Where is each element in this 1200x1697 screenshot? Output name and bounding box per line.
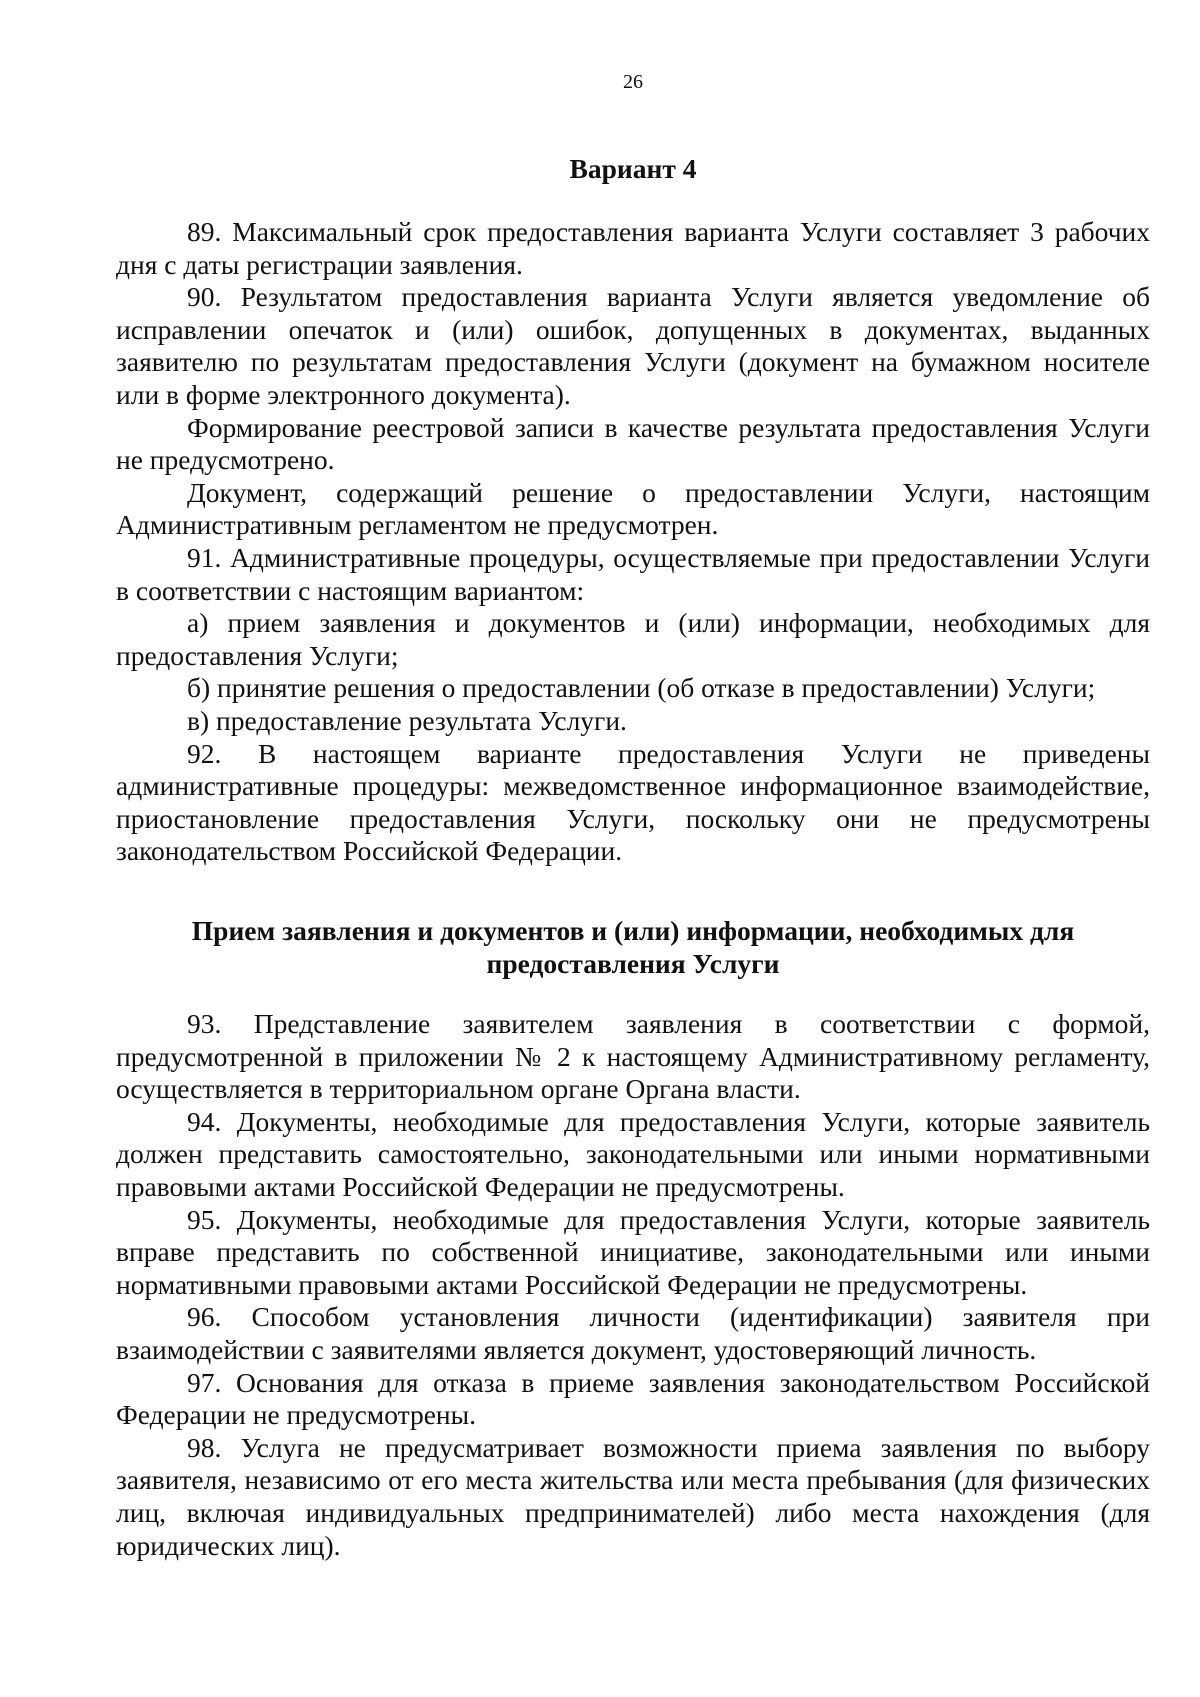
paragraph-89: 89. Максимальный срок предоставления варианта Услуги составляет 3 рабочих дня с даты регистрации заявления. [116,216,1150,280]
list-item-a: а) прием заявления и документов и (или) информации, необходимых для предоставления Услуги; [116,607,1150,671]
variant-heading: Вариант 4 [569,153,697,184]
section-paragraphs [116,1008,1150,1562]
paragraph-90: 90. Результатом предоставления варианта Услуги является уведомление об исправлении опечаток и (или) ошибок, допущенных в документах, выданных заявителю по результатам предоставления Услуги (документ на бумажном носителе или в форме электронного документа). [116,281,1150,410]
paragraph-92: 92. В настоящем варианте предоставления Услуги не приведены административные процедуры: межведомственное информационное взаимодействие, приостановление предоставления Услуги, поскольку они не предусмотрены законодательством Российской Федерации. [116,737,1150,867]
paragraph-98: 98. Услуга не предусматривает возможности приема заявления по выбору заявителя, независимо от его места жительства или места пребывания (для физических лиц, включая индивидуальных предпринимателей) либо места нахождения (для юридических лиц). [116,1431,1150,1561]
list-item-b: б) принятие решения о предоставлении (об отказе в предоставлении) Услуги; [187,672,1096,704]
paragraph-93: 93. Представление заявителем заявления в соответствии с формой, предусмотренной в приложении № 2 к настоящему Административному регламенту, осуществляется в территориальном органе Органа власти. [116,1008,1150,1105]
paragraph-94: 94. Документы, необходимые для предоставления Услуги, которые заявитель должен представить самостоятельно, законодательными или иными нормативными правовыми актами Российской Федерации не предусмотрены. [116,1105,1150,1202]
paragraph-96: 96. Способом установления личности (идентификации) заявителя при взаимодействии с заявителями является документ, удостоверяющий личность. [116,1301,1150,1365]
page-number: 26 [623,71,643,93]
paragraph-91: 91. Административные процедуры, осуществляемые при предоставлении Услуги в соответствии с настоящим вариантом: [116,541,1150,606]
variant-paragraphs [116,216,1150,868]
paragraph-registry-record: Формирование реестровой записи в качестве результата предоставления Услуги не предусмотрено. [116,411,1150,476]
section-heading: Прием заявления и документов и (или) информации, необходимых для предоставления Услуги [191,915,1075,979]
list-item-v: в) предоставление результата Услуги. [187,704,627,736]
paragraph-decision-document: Документ, содержащий решение о предоставлении Услуги, настоящим Административным регламентом не предусмотрен. [116,476,1150,541]
paragraph-97: 97. Основания для отказа в приеме заявления законодательством Российской Федерации не предусмотрены. [116,1366,1150,1431]
paragraph-95: 95. Документы, необходимые для предоставления Услуги, которые заявитель вправе представить по собственной инициативе, законодательными или иными нормативными правовыми актами Российской Федерации не предусмотрены. [116,1203,1150,1300]
